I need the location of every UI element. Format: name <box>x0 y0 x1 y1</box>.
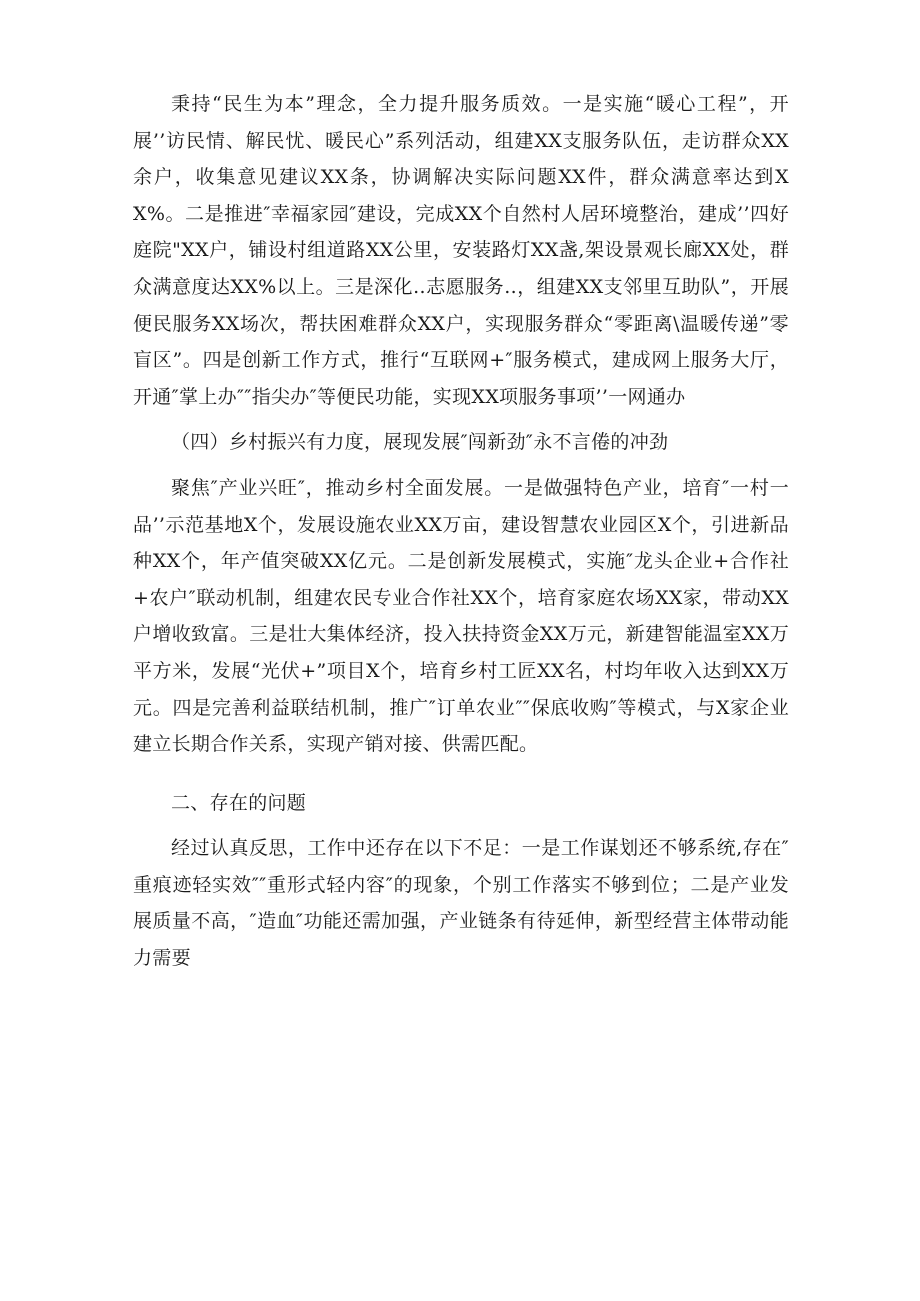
spacer <box>133 461 789 470</box>
spacer <box>133 821 789 830</box>
spacer <box>133 763 789 785</box>
section-heading-rural-revitalization: （四）乡村振兴有力度，展现发展″闯新劲″永不言倦的冲劲 <box>171 431 669 454</box>
document-body <box>133 86 789 977</box>
paragraph-shortcomings: 经过认真反思，工作中还存在以下不足：一是工作谋划还不够系统,存在″重痕迹轻实效″″重形式轻内容″的现象，个别工作落实不够到位；二是产业发展质量不高，″造血″功能还需加强，产业链条有待延伸，新型经营主体带动能力需要 <box>133 837 789 970</box>
paragraph-people-livelihood: 秉持“民生为本”理念，全力提升服务质效。一是实施“暖心工程”，开展’’访民情、解民忧、暖民心”系列活动，组建XX支服务队伍，走访群众XX余户，收集意见建议XX条，协调解决实际问题XX件，群众满意率达到XX%。二是推进″幸福家园″建设，完成XX个自然村人居环境整治，建成’’四好庭院"XX户，铺设村组道路XX公里，安装路灯XX盏,架设景观长廊XX处，群众满意度达XX%以上。三是深化‥志愿服务‥，组建XX支邻里互助队”，开展便民服务XX场次，帮扶困难群众XX户，实现服务群众“零距离\温暖传递”零盲区”。四是创新工作方式，推行“互联网+″服务模式，建成网上服务大厅，开通″掌上办″″指尖办″等便民功能，实现XX项服务事项’’一网通办 <box>133 93 789 408</box>
paragraph-industry-prosperity: 聚焦″产业兴旺″，推动乡村全面发展。一是做强特色产业，培育″一村一品’’示范基地X个，发展设施农业XX万亩，建设智慧农业园区X个，引进新品种XX个，年产值突破XX亿元。二是创新发展模式，实施″龙头企业+合作社+农户″联动机制，组建农民专业合作社XX个，培育家庭农场XX家，带动XX户增收致富。三是壮大集体经济，投入扶持资金XX万元，新建智能温室XX万平方米，发展“光伏+”项目X个，培育乡村工匠XX名，村均年收入达到XX万元。四是完善利益联结机制，推广″订单农业″″保底收购″等模式，与X家企业建立长期合作关系，实现产销对接、供需匹配。 <box>133 476 789 756</box>
spacer <box>133 415 789 424</box>
section-heading-existing-problems: 二、存在的问题 <box>171 791 307 814</box>
